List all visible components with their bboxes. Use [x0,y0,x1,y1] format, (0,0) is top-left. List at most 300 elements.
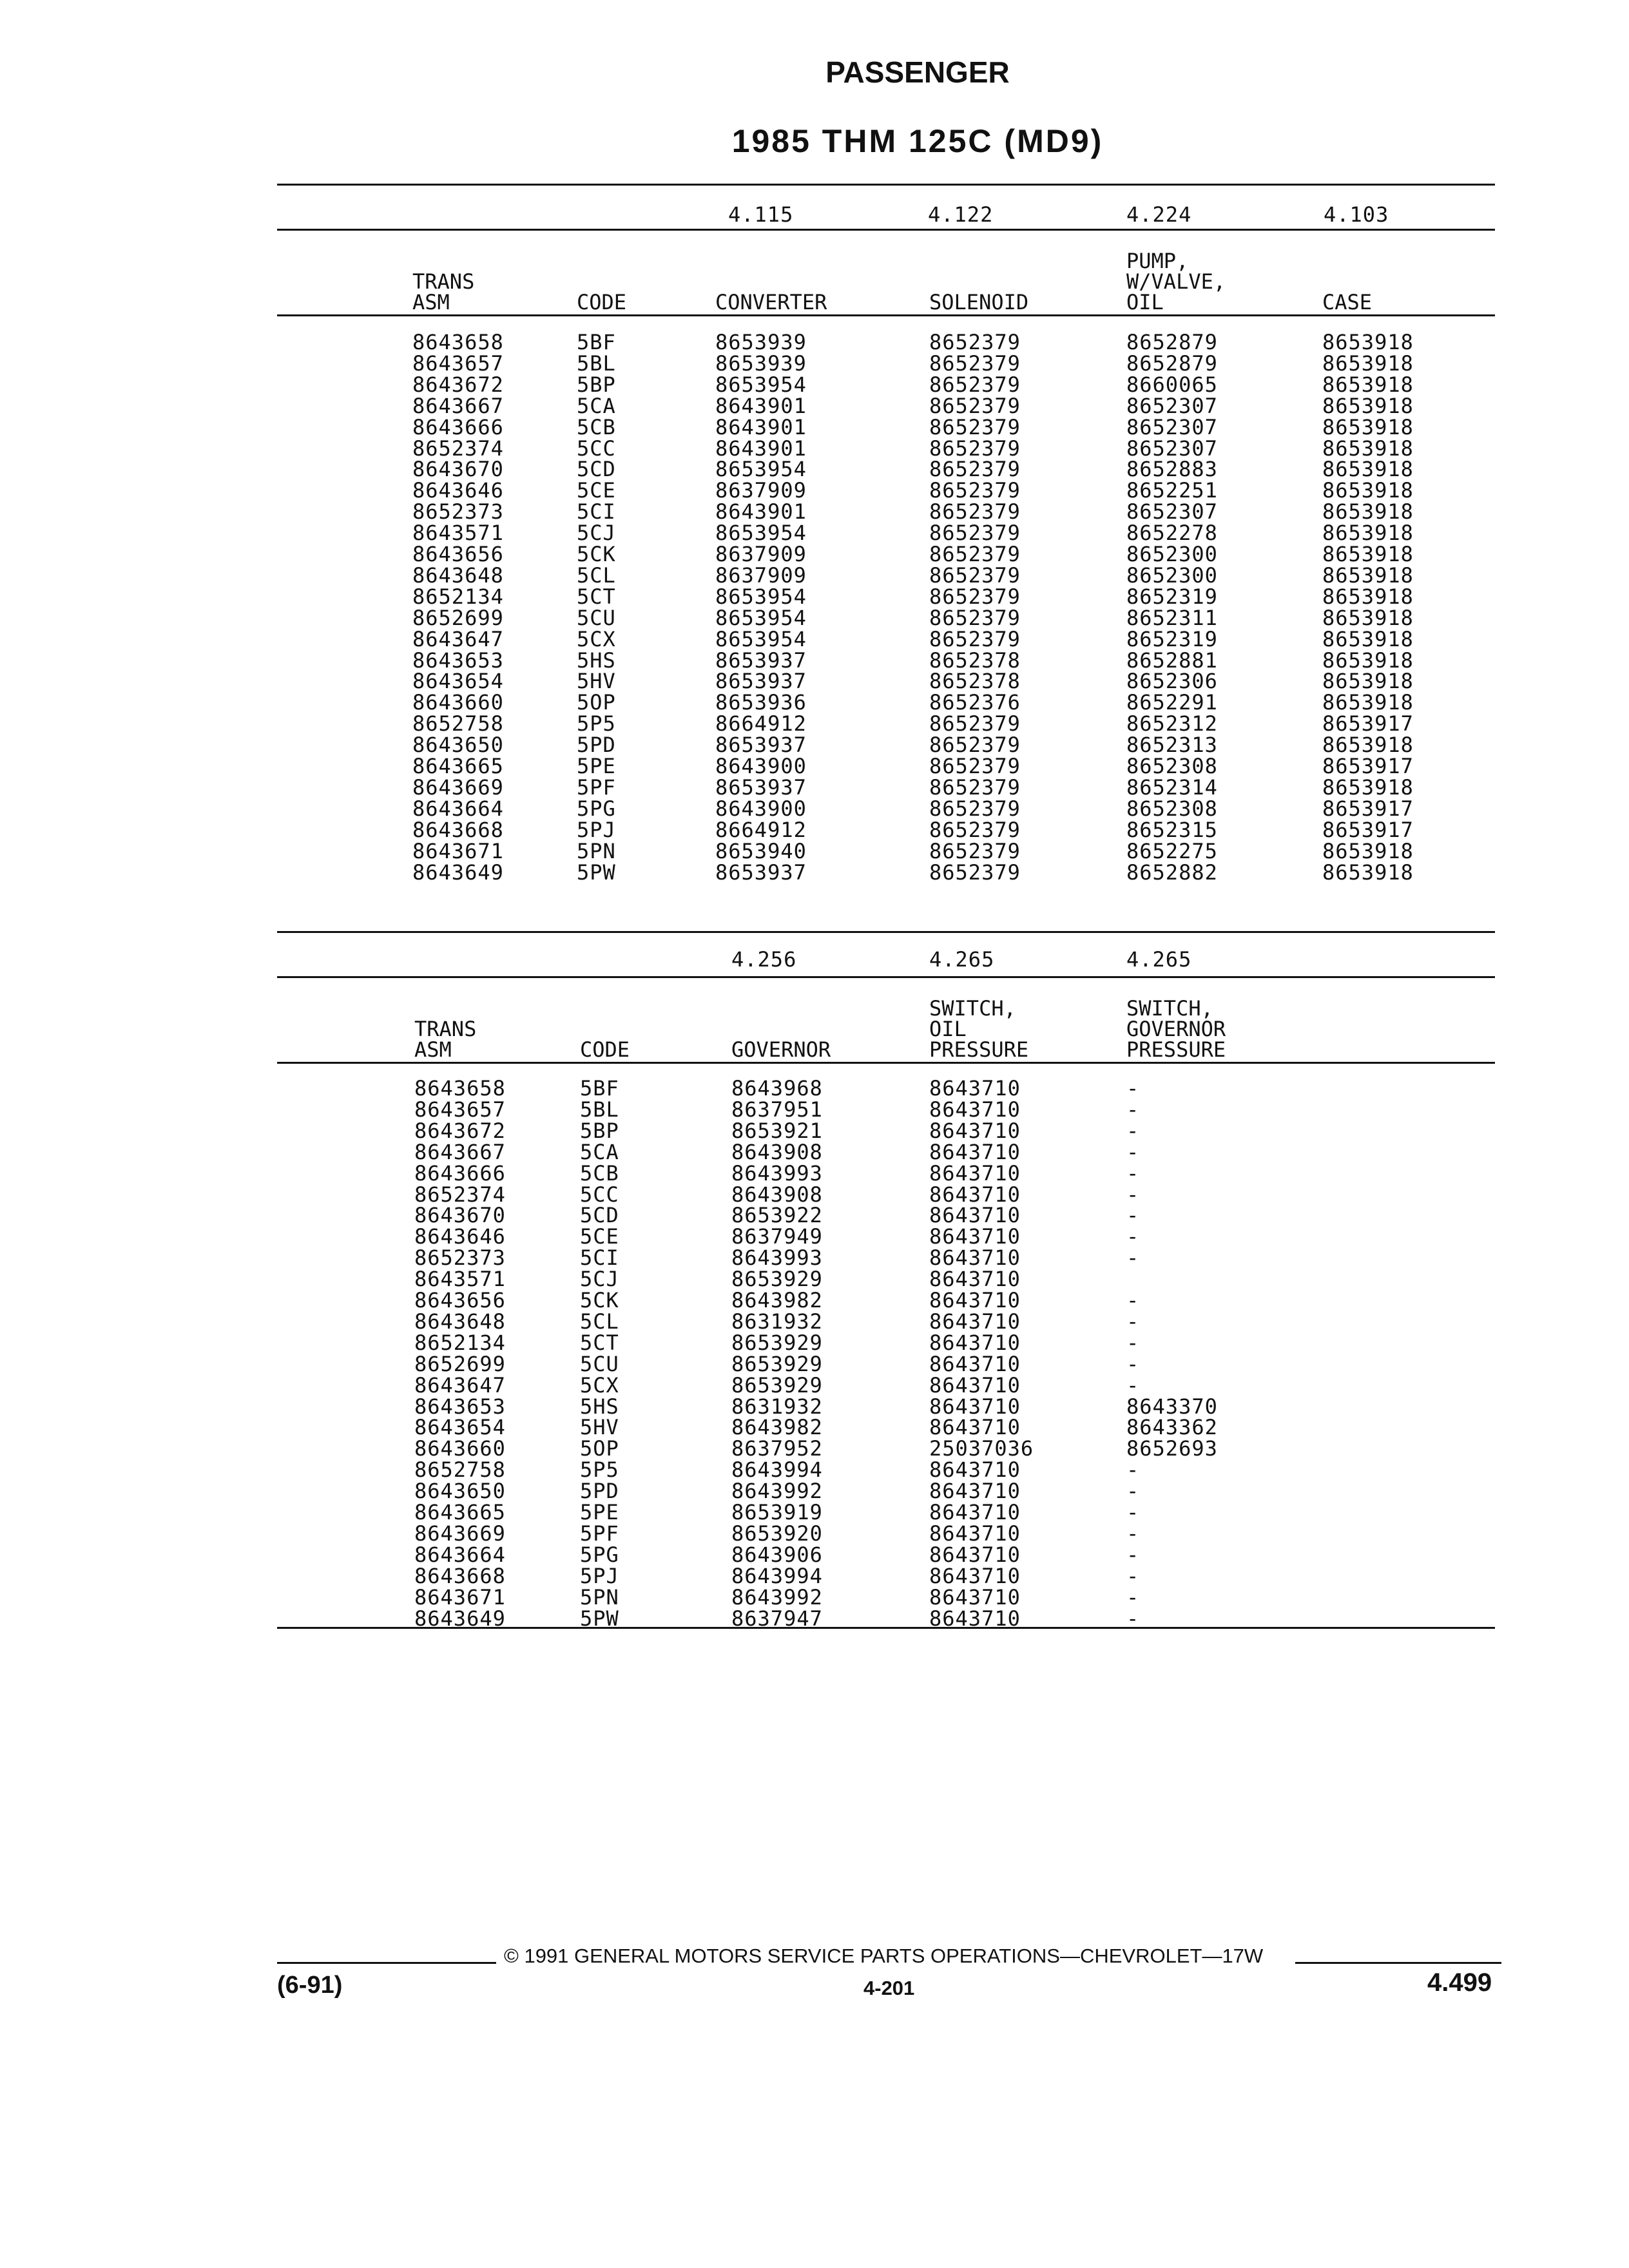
table-cell: 8652379 [929,860,1021,885]
table-cell: 8643653 [412,648,504,673]
table-cell: 8643654 [412,669,504,694]
table-cell: 8631932 [731,1394,823,1419]
column-header: SWITCH, GOVERNOR PRESSURE [1126,996,1226,1062]
table-cell: 8652373 [414,1245,506,1271]
table-cell: 8652312 [1126,711,1218,736]
table-cell: 8653918 [1322,457,1414,482]
table-cell: 5OP [580,1436,619,1461]
table-cell: 8643362 [1126,1415,1218,1440]
table-cell: 5P5 [580,1457,619,1483]
table-cell: 8653929 [731,1330,823,1355]
table-cell: 5CD [580,1203,619,1228]
table-cell: 8652319 [1126,626,1218,651]
table-cell: 8652251 [1126,478,1218,503]
table-cell: 8653918 [1322,351,1414,376]
table-cell: - [1126,1309,1140,1334]
table-cell: 5CL [580,1309,619,1334]
table-cell: 8643710 [929,1500,1021,1524]
table-cell: 8643671 [414,1584,506,1610]
table-cell: 8653918 [1322,605,1414,630]
table-cell: 5PE [577,754,616,778]
table-cell: 8643656 [414,1288,506,1312]
table-cell: 8643982 [731,1415,823,1440]
table-cell: 8653918 [1322,436,1414,461]
parts-table-2 [277,931,1495,1637]
table-cell: 8637951 [731,1097,823,1122]
table-cell: - [1126,1139,1140,1164]
table-cell: 8653917 [1322,817,1414,842]
table-cell: 5CI [577,499,616,524]
table-cell: 8643710 [929,1224,1021,1249]
table-cell: 8652376 [929,690,1021,715]
table-cell: - [1126,1330,1140,1355]
table-cell: 8643664 [412,796,504,821]
table-cell: 8653937 [715,669,807,694]
column-header: CASE [1322,290,1373,314]
page-subtitle: 1985 THM 125C (MD9) [731,123,1104,159]
table-cell: 8652882 [1126,860,1218,885]
table-cell: 8652699 [412,605,504,630]
table-cell: 8643992 [731,1479,823,1504]
table-cell: 8653954 [715,626,807,651]
parts-table-1 [277,184,1495,889]
table-cell: 8653918 [1322,690,1414,715]
table-cell: 8653917 [1322,796,1414,821]
table-cell: 8643670 [414,1203,506,1228]
table-cell: 8652379 [929,478,1021,503]
table-cell: 5CT [577,584,616,609]
table-cell: 8643670 [412,457,504,482]
table-cell: 8653918 [1322,860,1414,885]
table-cell: 8653939 [715,330,807,354]
table-cell: 8653936 [715,690,807,715]
table-cell: 5CB [577,414,616,439]
table-cell: 8652278 [1126,521,1218,546]
table-cell: 8643901 [715,414,807,439]
table-cell: 5CC [580,1182,619,1207]
table-cell: 8653918 [1322,669,1414,694]
table-cell: 8653921 [731,1118,823,1143]
table-cell: 5HS [577,648,616,673]
table-cell: 8652883 [1126,457,1218,482]
table-cell: 5PG [580,1542,619,1567]
table-cell: 8652379 [929,457,1021,482]
table-cell: 5PD [580,1479,619,1504]
table-cell: 8643665 [414,1500,506,1524]
table-cell: 8653929 [731,1372,823,1398]
table-cell: 8643710 [929,1309,1021,1334]
table-cell: 8643710 [929,1076,1021,1100]
table-cell: 8643649 [412,860,504,885]
table-cell: 8643671 [412,838,504,863]
table-cell: 8653918 [1322,562,1414,588]
table-cell: 8643968 [731,1076,823,1100]
table-cell: 8643710 [929,1288,1021,1312]
table-cell: 5CE [580,1224,619,1249]
table-cell: 8643654 [414,1415,506,1440]
table-cell: 8643571 [412,521,504,546]
table-cell: 8653918 [1322,542,1414,566]
table-cell: 8653919 [731,1500,823,1524]
table-cell: 8643648 [412,562,504,588]
table-cell: 8653920 [731,1521,823,1546]
table-cell: 8643994 [731,1457,823,1483]
table-cell: 5PW [577,860,616,885]
table-cell: 8653918 [1322,393,1414,418]
footer-page-code: 4-201 [863,1977,915,1999]
table-cell: 8637949 [731,1224,823,1249]
table-cell: 8660065 [1126,372,1218,397]
table-cell: 8653937 [715,733,807,758]
table-cell: 8653954 [715,521,807,546]
table-cell: 8652134 [412,584,504,609]
table-cell: 8643710 [929,1521,1021,1546]
table-cell: 8643900 [715,754,807,778]
table-cell: 8643658 [412,330,504,354]
table-cell: - [1126,1372,1140,1398]
group-number: 4.256 [731,947,797,972]
table-cell: 5CT [580,1330,619,1355]
table-cell: 8643650 [412,733,504,758]
table-cell: - [1126,1457,1140,1483]
table-cell: 8643993 [731,1160,823,1186]
footer-rule-left [277,1962,496,1964]
table-cell: 8652379 [929,499,1021,524]
group-number: 4.115 [728,202,794,227]
table-cell: 8653918 [1322,584,1414,609]
table-cell: 8653918 [1322,372,1414,397]
table-cell: 8653917 [1322,711,1414,736]
table-cell: 5BL [577,351,616,376]
table-cell: - [1126,1182,1140,1207]
table-cell: 8652379 [929,414,1021,439]
table-cell: 5PG [577,796,616,821]
table-cell: 5BF [580,1076,619,1100]
table-cell: 8643710 [929,1606,1021,1631]
table-cell: 5CK [577,542,616,566]
table-cell: 8643666 [412,414,504,439]
table-cell: 8652693 [1126,1436,1218,1461]
table-cell: 8643656 [412,542,504,566]
table-cell: 5CE [577,478,616,503]
table-cell: 5P5 [577,711,616,736]
table-rule-group [277,976,1495,978]
table-cell: 5CX [580,1372,619,1398]
table-cell: 8653954 [715,584,807,609]
group-number: 4.122 [928,202,994,227]
table-cell: 8643647 [414,1372,506,1398]
table-cell: 8643710 [929,1457,1021,1483]
column-header: SOLENOID [929,290,1029,314]
table-cell: 8643646 [414,1224,506,1249]
table-cell: 8653937 [715,648,807,673]
table-cell: 8653918 [1322,626,1414,651]
table-cell: 5PE [580,1500,619,1524]
footer-copyright: © 1991 GENERAL MOTORS SERVICE PARTS OPERATIONS—CHEVROLET—17W [504,1945,1264,1967]
table-cell: - [1126,1563,1140,1588]
table-cell: - [1126,1097,1140,1122]
table-cell: 5CI [580,1245,619,1271]
table-cell: 8652308 [1126,796,1218,821]
column-header: CODE [580,1037,630,1062]
table-cell: 5CJ [577,521,616,546]
group-number: 4.265 [929,947,995,972]
table-cell: - [1126,1479,1140,1504]
table-cell: 5BF [577,330,616,354]
table-cell: 5PD [577,733,616,758]
table-cell: 8652379 [929,584,1021,609]
column-header: TRANS ASM [414,1017,477,1062]
table-cell: 5CA [580,1139,619,1164]
table-cell: - [1126,1351,1140,1376]
table-cell: 8652879 [1126,351,1218,376]
table-cell: 8643648 [414,1309,506,1334]
table-cell: 5CA [577,393,616,418]
table-cell: 8637909 [715,562,807,588]
table-cell: 8643710 [929,1415,1021,1440]
table-cell: 8653917 [1322,754,1414,778]
table-cell: 8643992 [731,1584,823,1610]
table-cell: 8643571 [414,1267,506,1292]
table-cell: 8652319 [1126,584,1218,609]
table-cell: 8653954 [715,457,807,482]
table-cell: 8653937 [715,860,807,885]
table-cell: 8643710 [929,1118,1021,1143]
table-cell: 8643710 [929,1139,1021,1164]
column-header: TRANS ASM [412,269,475,314]
table-cell: 8652378 [929,669,1021,694]
table-cell: 5BL [580,1097,619,1122]
table-cell: 8643710 [929,1267,1021,1292]
table-cell: 8652308 [1126,754,1218,778]
column-header: PUMP, W/VALVE, OIL [1126,249,1226,314]
table-cell: 8653918 [1322,838,1414,863]
page-title: PASSENGER [825,55,1010,89]
table-cell: 8652307 [1126,414,1218,439]
table-cell: - [1126,1521,1140,1546]
table-cell: - [1126,1224,1140,1249]
table-cell: 8653954 [715,605,807,630]
table-cell: 8643710 [929,1160,1021,1186]
table-cell: 8652291 [1126,690,1218,715]
table-cell: 8643666 [414,1160,506,1186]
table-cell: 8653918 [1322,648,1414,673]
table-cell: 8652379 [929,521,1021,546]
table-cell: 8643667 [412,393,504,418]
table-rule-header [277,314,1495,316]
table-cell: - [1126,1606,1140,1631]
table-cell: 8652379 [929,733,1021,758]
table-cell: 8652313 [1126,733,1218,758]
table-cell: 8652379 [929,372,1021,397]
table-cell: 8643710 [929,1182,1021,1207]
table-cell: 8653918 [1322,733,1414,758]
table-cell: 8643660 [412,690,504,715]
table-cell: 5PN [577,838,616,863]
table-cell: - [1126,1542,1140,1567]
table-cell: 8652306 [1126,669,1218,694]
table-cell: 8643710 [929,1245,1021,1271]
table-cell: 8643650 [414,1479,506,1504]
table-cell: 8653929 [731,1351,823,1376]
table-cell: 8643647 [412,626,504,651]
table-cell: 5HS [580,1394,619,1419]
table-cell: 8652374 [412,436,504,461]
column-header: CODE [577,290,627,314]
table-cell: 8653937 [715,774,807,800]
table-cell: 8652373 [412,499,504,524]
table-cell: - [1126,1584,1140,1610]
table-cell: 8652314 [1126,774,1218,800]
table-cell: 8643710 [929,1394,1021,1419]
table-cell: - [1126,1118,1140,1143]
table-cell: 8643664 [414,1542,506,1567]
table-cell: 8664912 [715,817,807,842]
table-cell: 8652379 [929,774,1021,800]
table-cell: 8652379 [929,817,1021,842]
table-cell: 8652379 [929,796,1021,821]
table-cell: 8643710 [929,1479,1021,1504]
table-cell: 8652699 [414,1351,506,1376]
table-cell: 8643660 [414,1436,506,1461]
table-cell: 8643653 [414,1394,506,1419]
table-cell: 8653918 [1322,414,1414,439]
table-cell: 8643668 [412,817,504,842]
table-cell: 8637909 [715,478,807,503]
table-cell: 5CX [577,626,616,651]
table-cell: 8652307 [1126,436,1218,461]
footer-rule-right [1295,1962,1501,1964]
table-cell: 8652379 [929,562,1021,588]
table-rule-top [277,931,1495,933]
table-cell: 8643900 [715,796,807,821]
table-cell: 8643710 [929,1351,1021,1376]
table-cell: 5HV [580,1415,619,1440]
column-header: CONVERTER [715,290,827,314]
table-cell: - [1126,1076,1140,1100]
table-cell: 8637909 [715,542,807,566]
footer-page-number: 4.499 [1427,1968,1492,1997]
table-cell: 8637952 [731,1436,823,1461]
table-cell: 5BP [580,1118,619,1143]
table-cell: 8653922 [731,1203,823,1228]
table-cell: 5CC [577,436,616,461]
table-cell: 8653929 [731,1267,823,1292]
table-cell: 8652379 [929,436,1021,461]
table-cell: 5CU [577,605,616,630]
table-cell: 8643672 [412,372,504,397]
table-cell: 8643657 [414,1097,506,1122]
table-cell: 5CL [577,562,616,588]
table-cell: - [1126,1245,1140,1271]
table-cell: 8652300 [1126,562,1218,588]
table-cell: 8643667 [414,1139,506,1164]
table-cell: - [1126,1160,1140,1186]
table-cell: 8653918 [1322,774,1414,800]
table-cell: 25037036 [929,1436,1034,1461]
table-cell: - [1126,1500,1140,1524]
group-number: 4.265 [1126,947,1192,972]
table-cell: 8643668 [414,1563,506,1588]
table-cell: 8643646 [412,478,504,503]
table-cell: 8653918 [1322,478,1414,503]
table-cell: 8652379 [929,351,1021,376]
table-cell: 8637947 [731,1606,823,1631]
group-number: 4.224 [1126,202,1192,227]
column-header: SWITCH, OIL PRESSURE [929,996,1029,1062]
table-cell: 5BP [577,372,616,397]
table-cell: 5CU [580,1351,619,1376]
table-cell: 5PF [577,774,616,800]
table-cell: 8643710 [929,1097,1021,1122]
table-cell: 8652134 [414,1330,506,1355]
table-cell: 5OP [577,690,616,715]
table-cell: 8652881 [1126,648,1218,673]
table-cell: 8653954 [715,372,807,397]
table-cell: 8652315 [1126,817,1218,842]
table-cell: 8653918 [1322,330,1414,354]
table-cell: 8652379 [929,711,1021,736]
table-cell: 8643710 [929,1330,1021,1355]
table-cell: 8652379 [929,754,1021,778]
table-cell: 5PW [580,1606,619,1631]
table-cell: 8643669 [412,774,504,800]
table-cell: 8652379 [929,626,1021,651]
group-number: 4.103 [1324,202,1389,227]
table-cell: 8653939 [715,351,807,376]
table-cell: 5PJ [577,817,616,842]
table-cell: 8653940 [715,838,807,863]
table-cell: 8643370 [1126,1394,1218,1419]
table-cell: 8643672 [414,1118,506,1143]
table-cell: 8664912 [715,711,807,736]
table-cell: 5CD [577,457,616,482]
table-rule-top [277,184,1495,186]
table-cell: 8652307 [1126,499,1218,524]
table-cell: 8643669 [414,1521,506,1546]
table-cell: 8631932 [731,1309,823,1334]
table-rule-header [277,1062,1495,1064]
table-cell: 5PF [580,1521,619,1546]
table-cell: 8652378 [929,648,1021,673]
table-cell: 8643901 [715,436,807,461]
table-cell: 8643658 [414,1076,506,1100]
table-cell: 8643993 [731,1245,823,1271]
table-cell: 5CB [580,1160,619,1186]
table-cell: 8653918 [1322,499,1414,524]
table-cell: 5CK [580,1288,619,1312]
table-cell: - [1126,1203,1140,1228]
table-cell: 5HV [577,669,616,694]
table-cell: 8643908 [731,1139,823,1164]
table-cell: 8652379 [929,838,1021,863]
table-cell: 8643994 [731,1563,823,1588]
table-cell: 8652300 [1126,542,1218,566]
table-cell: 8652275 [1126,838,1218,863]
table-cell: 8643710 [929,1372,1021,1398]
table-rule-group [277,229,1495,231]
footer-date-code: (6-91) [277,1972,343,1999]
table-cell: 8652758 [414,1457,506,1483]
table-cell: 8652879 [1126,330,1218,354]
table-cell: 8652311 [1126,605,1218,630]
table-cell: 8652758 [412,711,504,736]
table-cell: 5PJ [580,1563,619,1588]
table-cell: 8652379 [929,330,1021,354]
table-cell: 8652379 [929,605,1021,630]
table-cell: 8643657 [412,351,504,376]
table-cell: 8643982 [731,1288,823,1312]
